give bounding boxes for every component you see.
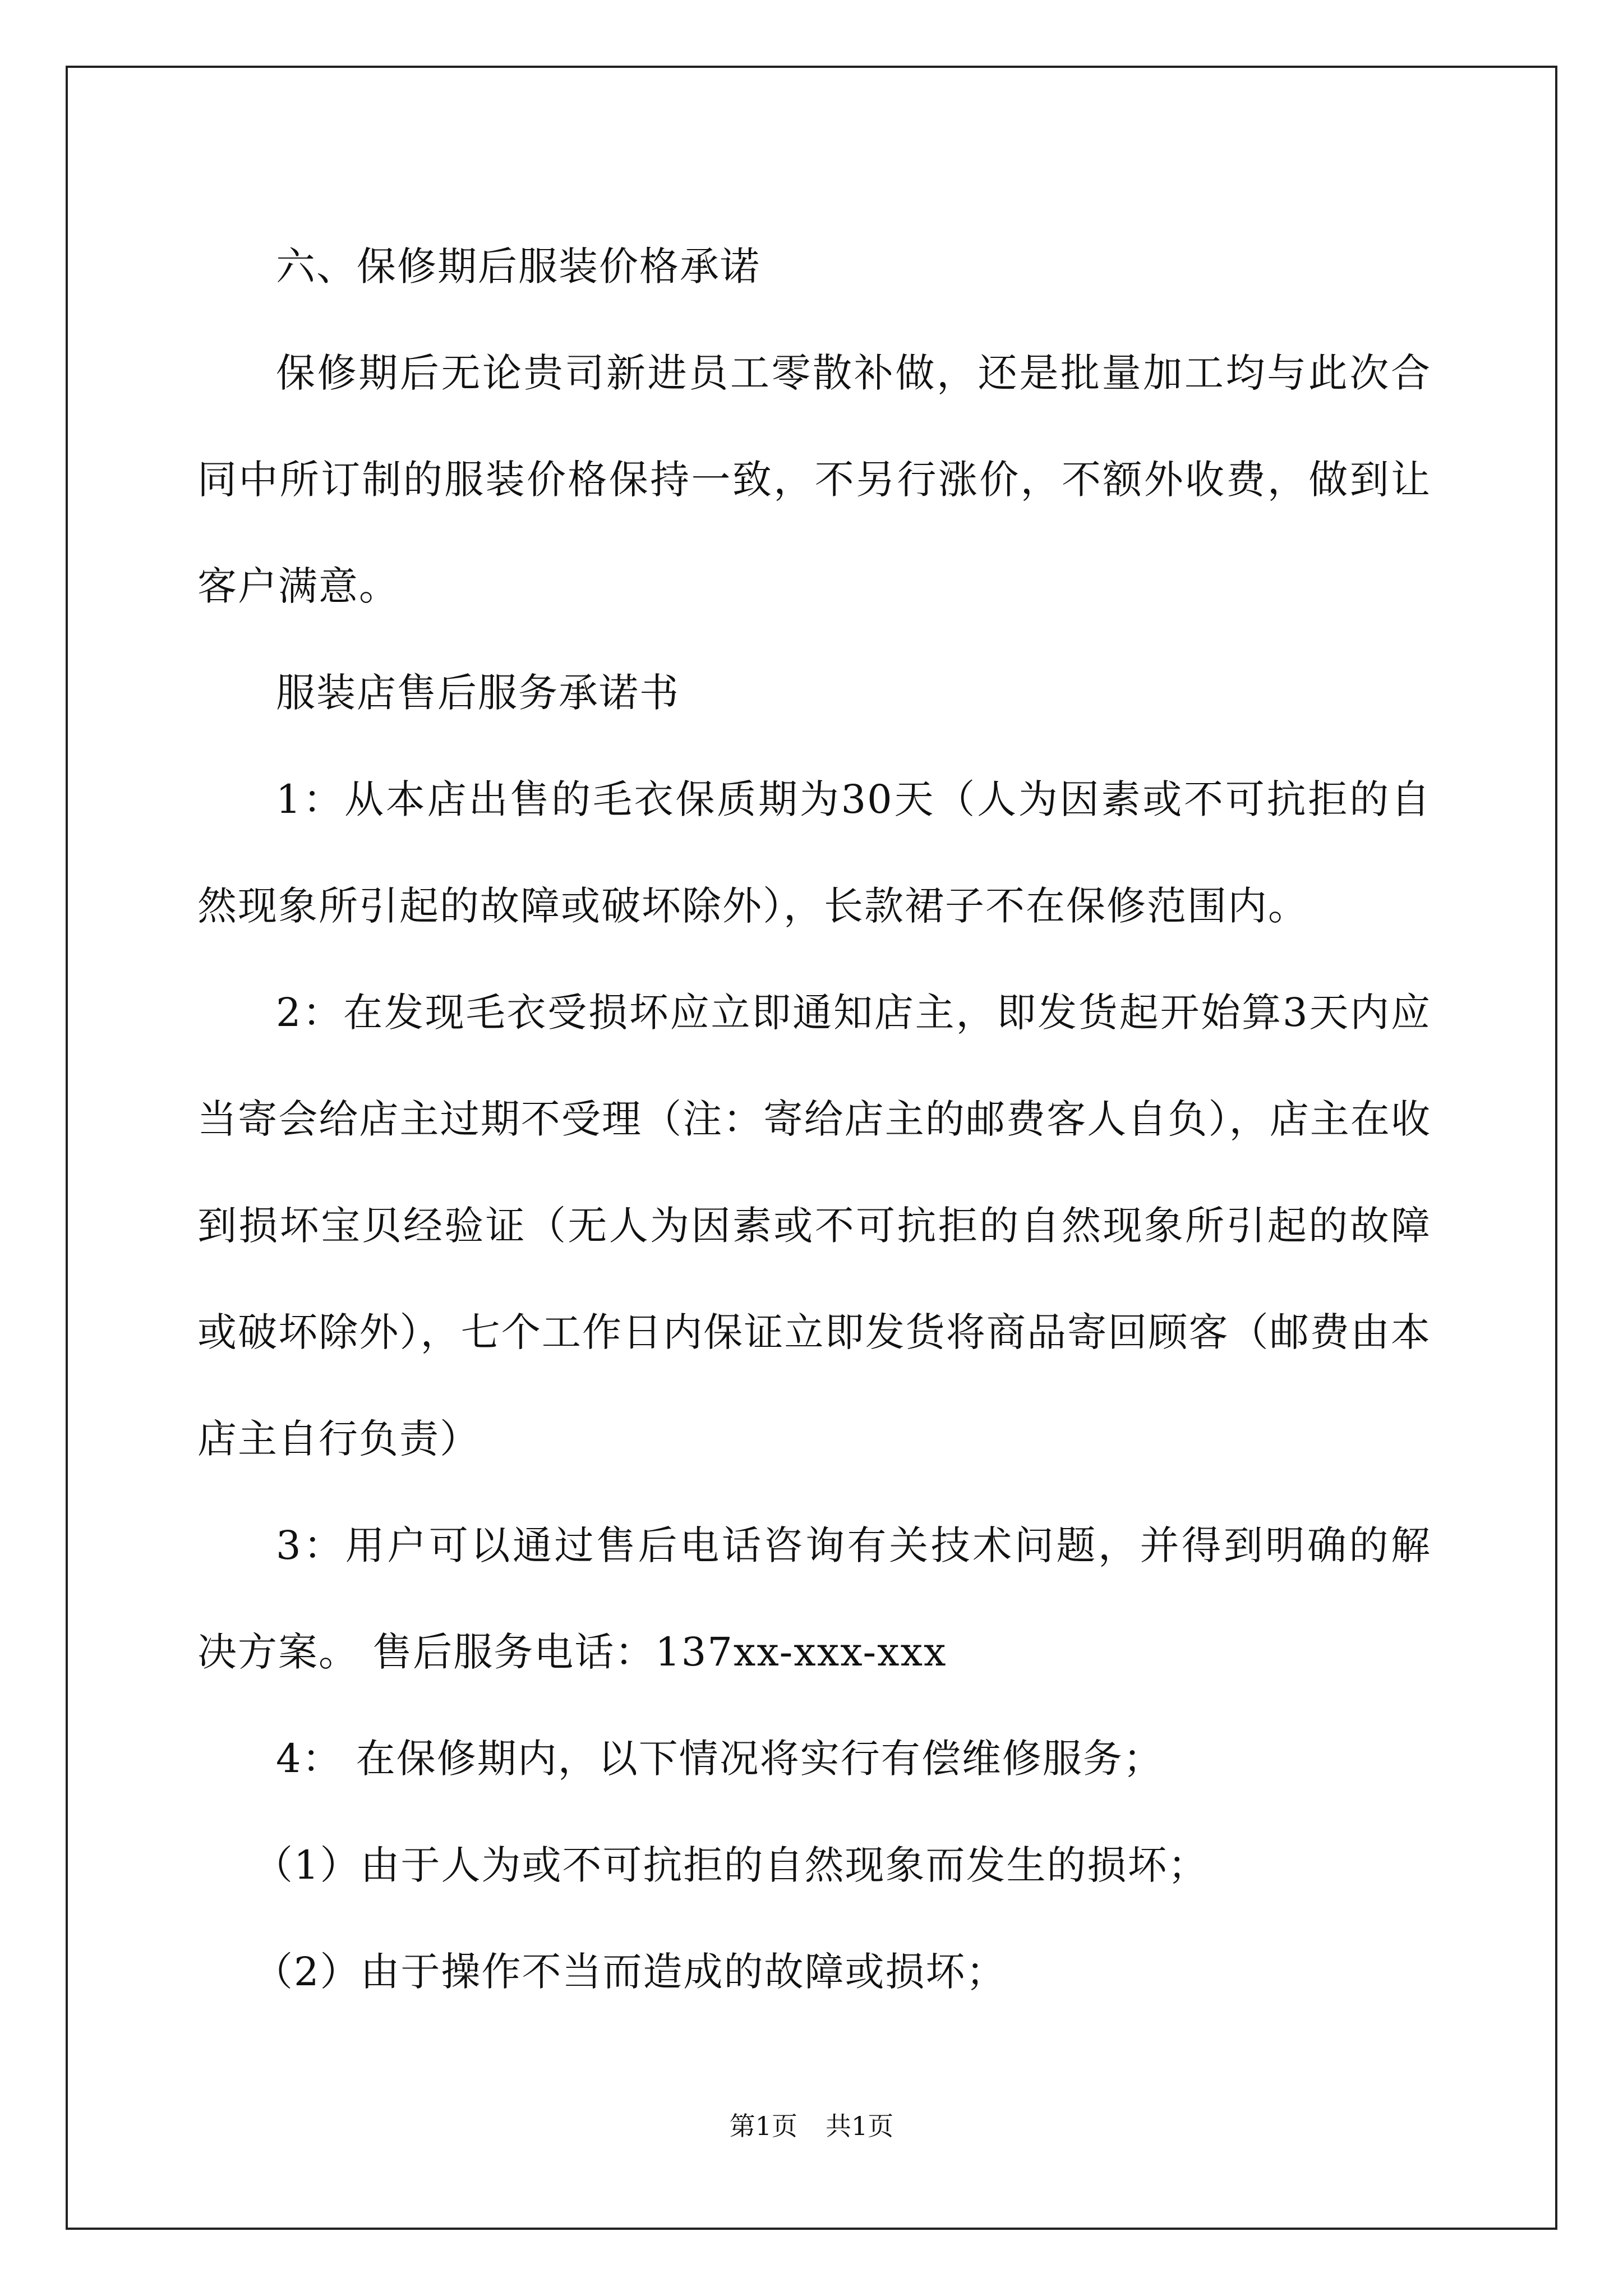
page-number: 第1页 (729, 2111, 797, 2141)
clause-3: 3：用户可以通过售后电话咨询有关技术问题，并得到明确的解决方案。 售后服务电话：137xx-xxx-xxx (197, 1522, 1431, 1675)
paragraph-price-commitment: 保修期后无论贵司新进员工零散补做，还是批量加工均与此次合同中所订制的服装价格保持一致，不另行涨价，不额外收费，做到让客户满意。 (197, 350, 1431, 609)
document-title: 服装店售后服务承诺书 (276, 670, 680, 716)
clause-2: 2：在发现毛衣受损坏应立即通知店主，即发货起开始算3天内应当寄会给店主过期不受理（注：寄给店主的邮费客人自负），店主在收到损坏宝贝经验证（无人为因素或不可抗拒的自然现象所引起的故障或破坏除外），七个工作日内保证立即发货将商品寄回顾客（邮费由本店主自行负责） (197, 990, 1431, 1462)
clause-1: 1：从本店出售的毛衣保质期为30天（人为因素或不可抗拒的自然现象所引起的故障或破坏除外），长款裙子不在保修范围内。 (197, 776, 1431, 929)
clause-4-item-1: （1）由于人为或不可抗拒的自然现象而发生的损坏； (253, 1842, 1209, 1888)
total-pages: 共1页 (826, 2111, 894, 2141)
document-body (197, 213, 1431, 2025)
clause-4: 4： 在保修期内，以下情况将实行有偿维修服务； (276, 1736, 1164, 1782)
page-footer (0, 2109, 1623, 2143)
clause-4-item-2: （2）由于操作不当而造成的故障或损坏； (253, 1949, 1007, 1995)
section-heading-six: 六、保修期后服装价格承诺 (276, 243, 760, 289)
